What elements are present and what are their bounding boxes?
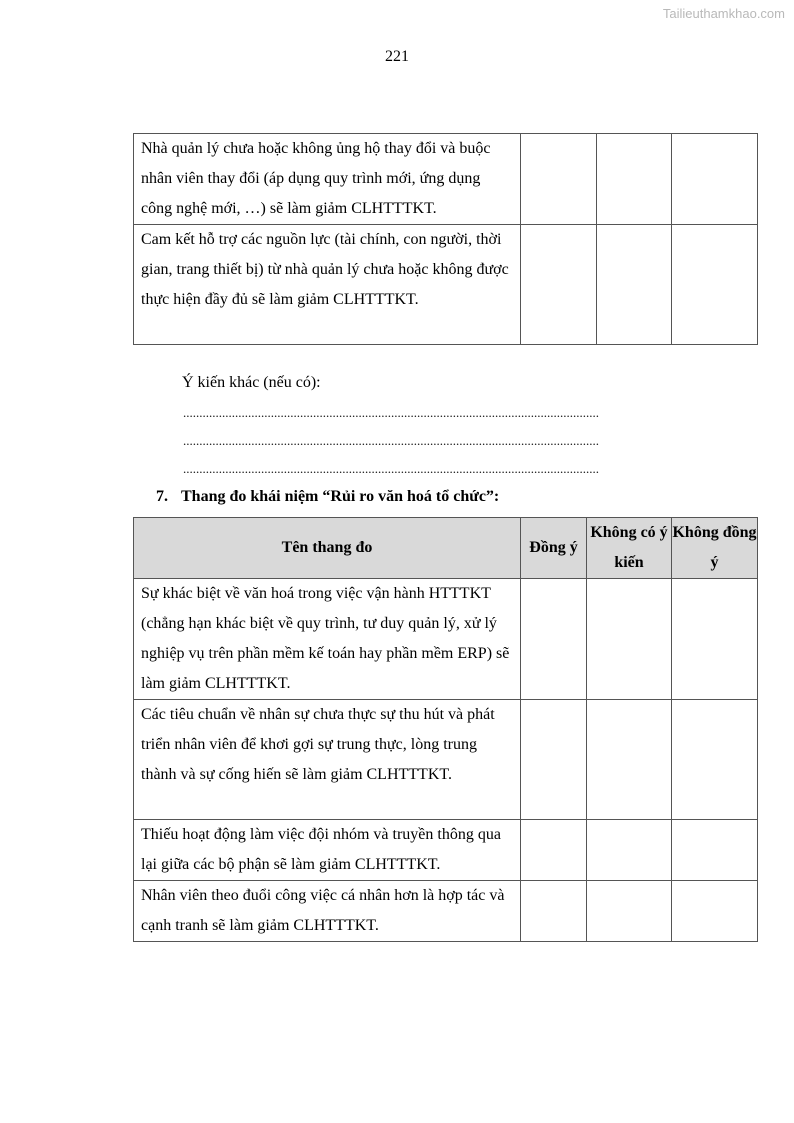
section-heading	[156, 488, 499, 506]
no-opinion-cell[interactable]	[587, 700, 672, 820]
agree-cell[interactable]	[521, 225, 597, 345]
table-row	[134, 700, 758, 820]
no-opinion-cell[interactable]	[587, 579, 672, 700]
survey-table-1	[133, 133, 758, 345]
table-row	[134, 579, 758, 700]
agree-cell[interactable]	[521, 881, 587, 942]
header-disagree: Không đồng ý	[672, 518, 758, 579]
section-title: Thang đo khái niệm “Rủi ro văn hoá tổ chức”:	[181, 488, 500, 505]
opinion-line[interactable]: ................................................................................................................................	[183, 461, 599, 476]
statement-cell: Các tiêu chuẩn về nhân sự chưa thực sự thu hút và phát triển nhân viên để khơi gợi sự trung thực, lòng trung thành và sự cống hiến sẽ làm giảm CLHTTTKT.	[134, 700, 521, 820]
no-opinion-cell[interactable]	[587, 820, 672, 881]
header-name: Tên thang đo	[134, 518, 521, 579]
opinion-line[interactable]: ................................................................................................................................	[183, 433, 599, 448]
statement-cell: Sự khác biệt về văn hoá trong việc vận hành HTTTKT (chẳng hạn khác biệt về quy trình, tư duy quản lý, xử lý nghiệp vụ trên phần mềm kế toán hay phần mềm ERP) sẽ làm giảm CLHTTTKT.	[134, 579, 521, 700]
statement-cell: Nhà quản lý chưa hoặc không ủng hộ thay đổi và buộc nhân viên thay đổi (áp dụng quy trình mới, ứng dụng công nghệ mới, …) sẽ làm giảm CLHTTTKT.	[134, 134, 521, 225]
disagree-cell[interactable]	[672, 225, 758, 345]
statement-cell: Cam kết hỗ trợ các nguồn lực (tài chính, con người, thời gian, trang thiết bị) từ nhà quản lý chưa hoặc không được thực hiện đầy đủ sẽ làm giảm CLHTTTKT.	[134, 225, 521, 345]
table-row	[134, 820, 758, 881]
agree-cell[interactable]	[521, 134, 597, 225]
survey-table-2	[133, 517, 758, 942]
header-row	[134, 518, 758, 579]
agree-cell[interactable]	[521, 579, 587, 700]
disagree-cell[interactable]	[672, 881, 758, 942]
disagree-cell[interactable]	[672, 579, 758, 700]
agree-cell[interactable]	[521, 820, 587, 881]
statement-cell: Nhân viên theo đuổi công việc cá nhân hơn là hợp tác và cạnh tranh sẽ làm giảm CLHTTTKT.	[134, 881, 521, 942]
table-row	[134, 225, 758, 345]
other-opinion-label: Ý kiến khác (nếu có):	[182, 374, 321, 391]
table-row	[134, 134, 758, 225]
header-agree: Đồng ý	[521, 518, 587, 579]
page-number: 221	[385, 48, 409, 65]
no-opinion-cell[interactable]	[587, 881, 672, 942]
section-number: 7.	[156, 488, 168, 505]
no-opinion-cell[interactable]	[597, 134, 672, 225]
watermark: Tailieuthamkhao.com	[662, 6, 785, 21]
agree-cell[interactable]	[521, 700, 587, 820]
statement-cell: Thiếu hoạt động làm việc đội nhóm và truyền thông qua lại giữa các bộ phận sẽ làm giảm CLHTTTKT.	[134, 820, 521, 881]
no-opinion-cell[interactable]	[597, 225, 672, 345]
disagree-cell[interactable]	[672, 820, 758, 881]
header-no-opinion: Không có ý kiến	[587, 518, 672, 579]
opinion-line[interactable]: ................................................................................................................................	[183, 405, 599, 420]
table-row	[134, 881, 758, 942]
disagree-cell[interactable]	[672, 700, 758, 820]
disagree-cell[interactable]	[672, 134, 758, 225]
